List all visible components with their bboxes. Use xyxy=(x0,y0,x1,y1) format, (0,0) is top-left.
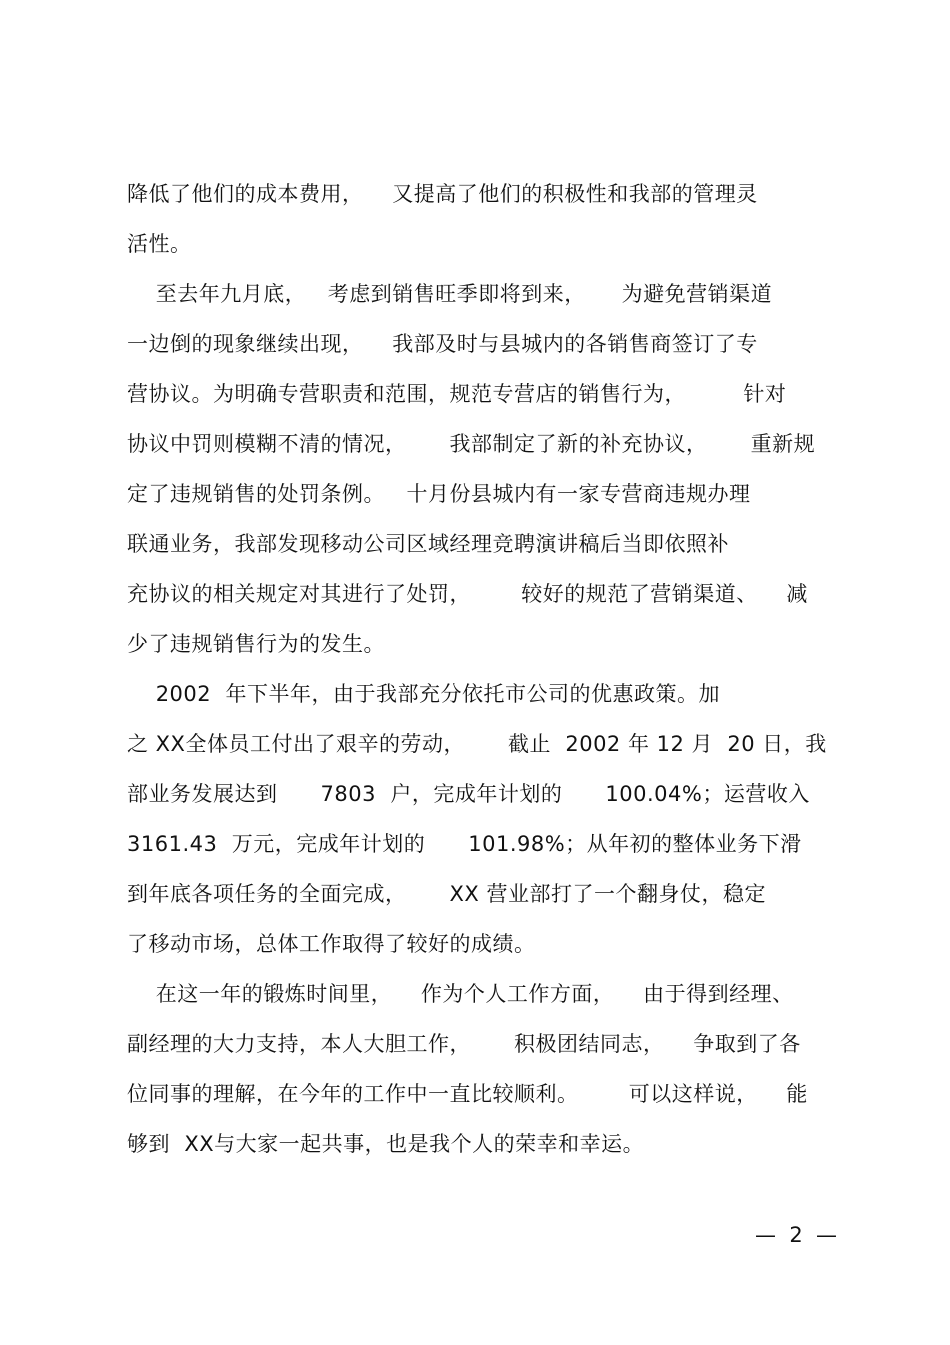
text-line: 到年底各项任务的全面完成， XX 营业部打了一个翻身仗，稳定 xyxy=(127,882,766,906)
text-line: 在这一年的锻炼时间里， 作为个人工作方面， 由于得到经理、 xyxy=(127,982,794,1006)
text-line: 一边倒的现象继续出现， 我部及时与县城内的各销售商签订了专 xyxy=(127,332,758,356)
text-line: 副经理的大力支持，本人大胆工作， 积极团结同志， 争取到了各 xyxy=(127,1032,801,1056)
text-line: 3161.43 万元，完成年计划的 101.98%；从年初的整体业务下滑 xyxy=(127,832,802,856)
text-line: 之 XX全体员工付出了艰辛的劳动， 截止 2002 年 12 月 20 日，我 xyxy=(127,732,827,756)
text-line: 协议中罚则模糊不清的情况， 我部制定了新的补充协议， 重新规 xyxy=(127,432,816,456)
text-line: 位同事的理解，在今年的工作中一直比较顺利。 可以这样说， 能 xyxy=(127,1082,808,1106)
text-line: 了移动市场，总体工作取得了较好的成绩。 xyxy=(127,932,536,956)
text-line: 定了违规销售的处罚条例。 十月份县城内有一家专营商违规办理 xyxy=(127,482,751,506)
text-line: 充协议的相关规定对其进行了处罚， 较好的规范了营销渠道、 减 xyxy=(127,582,808,606)
text-line: 降低了他们的成本费用， 又提高了他们的积极性和我部的管理灵 xyxy=(127,182,758,206)
text-line: 营协议。为明确专营职责和范围，规范专营店的销售行为， 针对 xyxy=(127,382,787,406)
text-line: 部业务发展达到 7803 户，完成年计划的 100.04%；运营收入 xyxy=(127,782,810,806)
text-line: 少了违规销售行为的发生。 xyxy=(127,632,385,656)
text-line: 2002 年下半年，由于我部充分依托市公司的优惠政策。加 xyxy=(127,682,720,706)
text-line: 至去年九月底， 考虑到销售旺季即将到来， 为避免营销渠道 xyxy=(127,282,773,306)
page-number: — 2 — xyxy=(755,1223,838,1247)
text-line: 够到 XX与大家一起共事，也是我个人的荣幸和幸运。 xyxy=(127,1132,645,1156)
text-line: 联通业务，我部发现移动公司区域经理竞聘演讲稿后当即依照补 xyxy=(127,532,729,556)
text-line: 活性。 xyxy=(127,232,192,256)
